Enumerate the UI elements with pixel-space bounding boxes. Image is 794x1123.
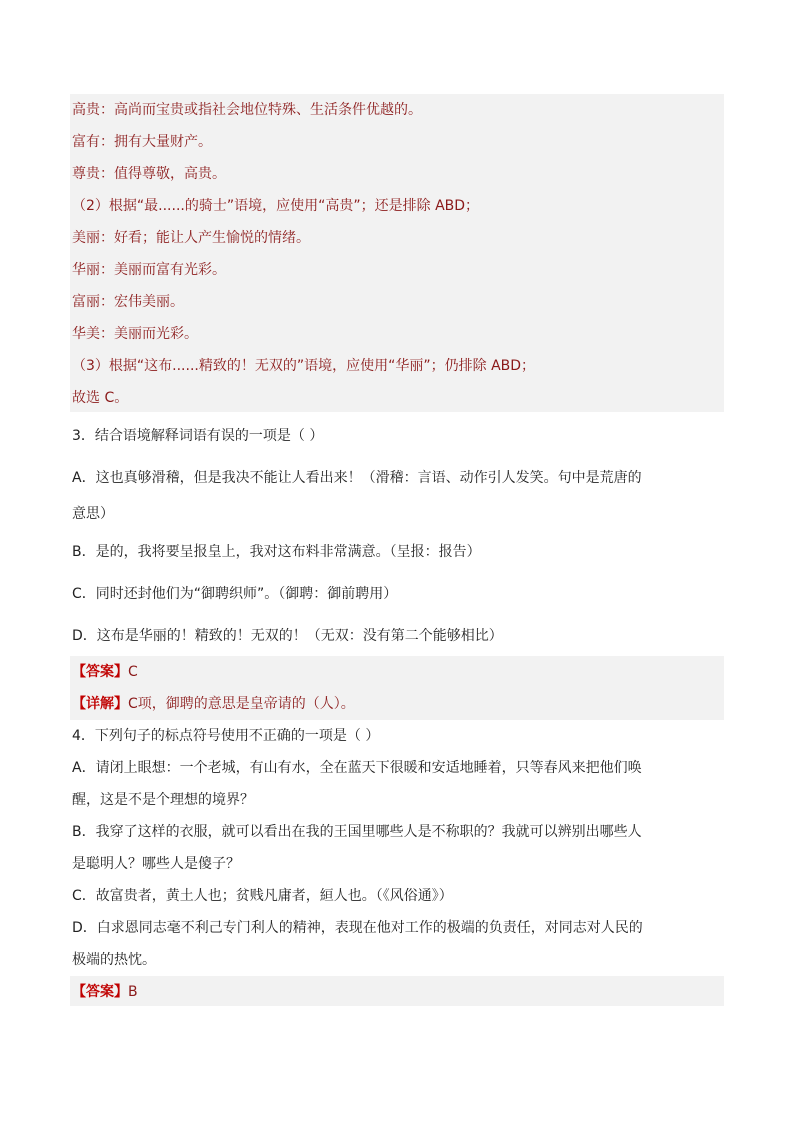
explanation-line: 富有：拥有大量财产。 [72, 134, 212, 150]
explanation-line: （2）根据“最......的骑士”语境，应使用“高贵”；还是排除 ABD； [72, 198, 480, 214]
question-3-option-c: C．同时还封他们为“御聘织师”。（御聘：御前聘用） [72, 586, 398, 602]
explanation-line: （3）根据“这布......精致的！无双的”语境，应使用“华丽”；仍排除 ABD； [72, 358, 536, 374]
question-4-option-a: A．请闭上眼想：一个老城，有山有水，全在蓝天下很暖和安适地睡着，只等春风来把他们唤 [72, 760, 642, 776]
question-3-option-a-cont: 意思） [72, 506, 114, 522]
explanation-line: 美丽：好看；能让人产生愉悦的情绪。 [72, 230, 310, 246]
question-4-option-d: D．白求恩同志毫不利己专门利人的精神，表现在他对工作的极端的负责任，对同志对人民的 [72, 920, 643, 936]
answer-value: C [128, 664, 138, 680]
detail-tag: 【详解】 [72, 696, 128, 712]
question-4-option-b: B．我穿了这样的衣服，就可以看出在我的王国里哪些人是不称职的？我就可以辨别出哪些人 [72, 824, 642, 840]
question-4-option-c: C．故富贵者，黄土人也；贫贱凡庸者，絙人也。（《风俗通》） [72, 888, 453, 904]
answer-value: B [128, 984, 138, 1000]
question-3-answer [72, 662, 722, 682]
explanation-line: 故选 C。 [72, 390, 129, 406]
explanation-line: 华丽：美丽而富有光彩。 [72, 262, 226, 278]
question-4-stem: 4．下列句子的标点符号使用不正确的一项是（ ） [72, 728, 380, 744]
explanation-line: 高贵：高尚而宝贵或指社会地位特殊、生活条件优越的。 [72, 102, 422, 118]
question-3-option-b: B．是的，我将要呈报皇上，我对这布料非常满意。（呈报：报告） [72, 544, 481, 560]
explanation-line: 尊贵：值得尊敬，高贵。 [72, 166, 226, 182]
answer-tag: 【答案】 [72, 984, 128, 1000]
question-4-option-a-cont: 醒，这是不是个理想的境界？ [72, 792, 254, 808]
question-3-stem: 3．结合语境解释词语有误的一项是（ ） [72, 428, 324, 444]
question-3-option-a: A．这也真够滑稽，但是我决不能让人看出来！（滑稽：言语、动作引人发笑。句中是荒唐的 [72, 470, 642, 486]
answer-tag: 【答案】 [72, 664, 128, 680]
explanation-line: 华美：美丽而光彩。 [72, 326, 198, 342]
question-4-answer [72, 982, 722, 1002]
question-4-option-d-cont: 极端的热忱。 [72, 952, 156, 968]
explanation-line: 富丽：宏伟美丽。 [72, 294, 184, 310]
question-3-detail [72, 694, 722, 714]
detail-value: C项，御聘的意思是皇帝请的（人）。 [128, 696, 355, 712]
question-4-option-b-cont: 是聪明人？哪些人是傻子？ [72, 856, 240, 872]
question-3-option-d: D．这布是华丽的！精致的！无双的！（无双：没有第二个能够相比） [72, 628, 503, 644]
